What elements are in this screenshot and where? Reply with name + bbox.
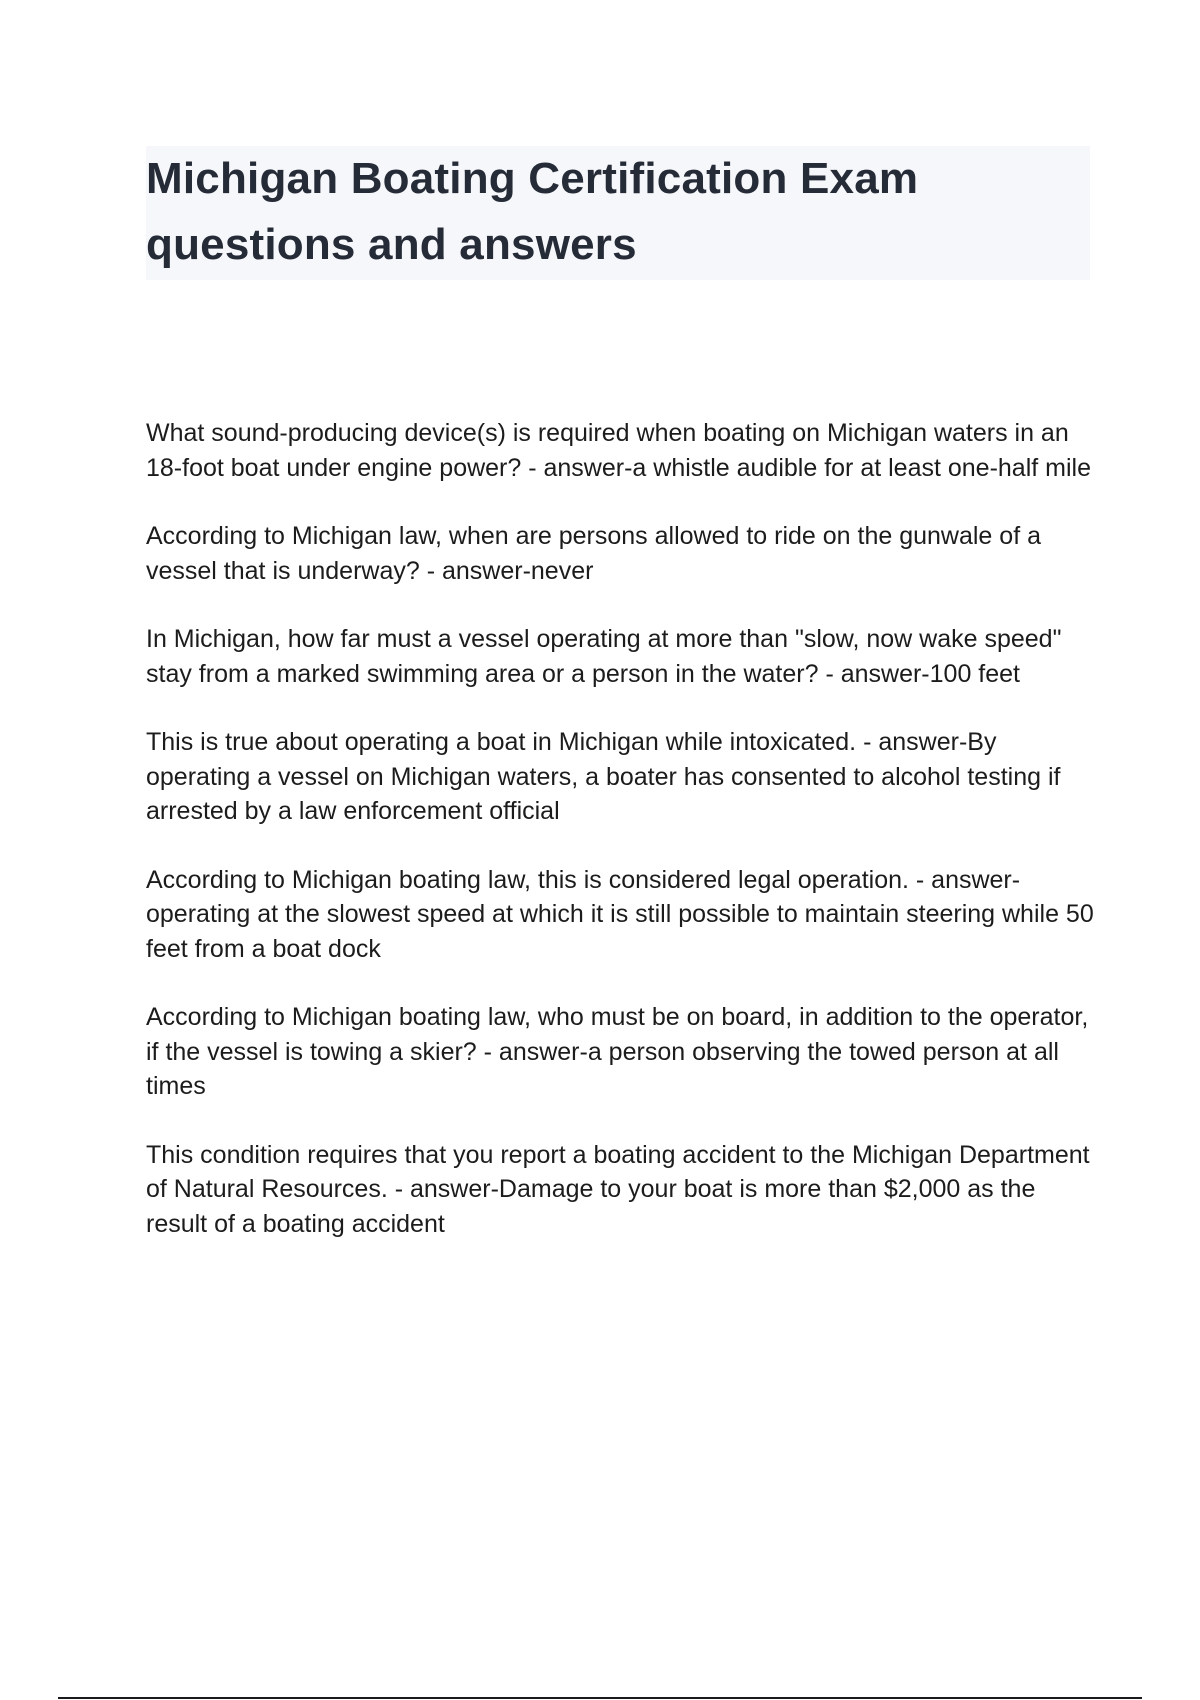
qa-list: [146, 416, 1096, 1275]
qa-item: According to Michigan law, when are persons allowed to ride on the gunwale of a vessel that is underway? - answer-never: [146, 522, 1041, 585]
qa-item: What sound-producing device(s) is required when boating on Michigan waters in an 18-foot boat under engine power? - answer-a whistle audible for at least one-half mile: [146, 419, 1091, 482]
title-banner: [146, 146, 1090, 280]
qa-item: According to Michigan boating law, this is considered legal operation. - answer-operating at the slowest speed at which it is still possible to maintain steering while 50 feet from a boat dock: [146, 865, 1094, 963]
qa-item: This is true about operating a boat in Michigan while intoxicated. - answer-By operating a vessel on Michigan waters, a boater has consented to alcohol testing if arrested by a law enforcement official: [146, 728, 1061, 825]
qa-item: This condition requires that you report a boating accident to the Michigan Department of Natural Resources. - answer-Damage to your boat is more than $2,000 as the result of a boating accident: [146, 1140, 1090, 1238]
qa-item: In Michigan, how far must a vessel operating at more than "slow, now wake speed" stay from a marked swimming area or a person in the water? - answer-100 feet: [146, 625, 1062, 688]
qa-item: According to Michigan boating law, who must be on board, in addition to the operator, if the vessel is towing a skier? - answer-a person observing the towed person at all times: [146, 1003, 1089, 1100]
footer-divider: [58, 1697, 1142, 1699]
document-title: Michigan Boating Certification Exam questions and answers: [146, 154, 919, 269]
